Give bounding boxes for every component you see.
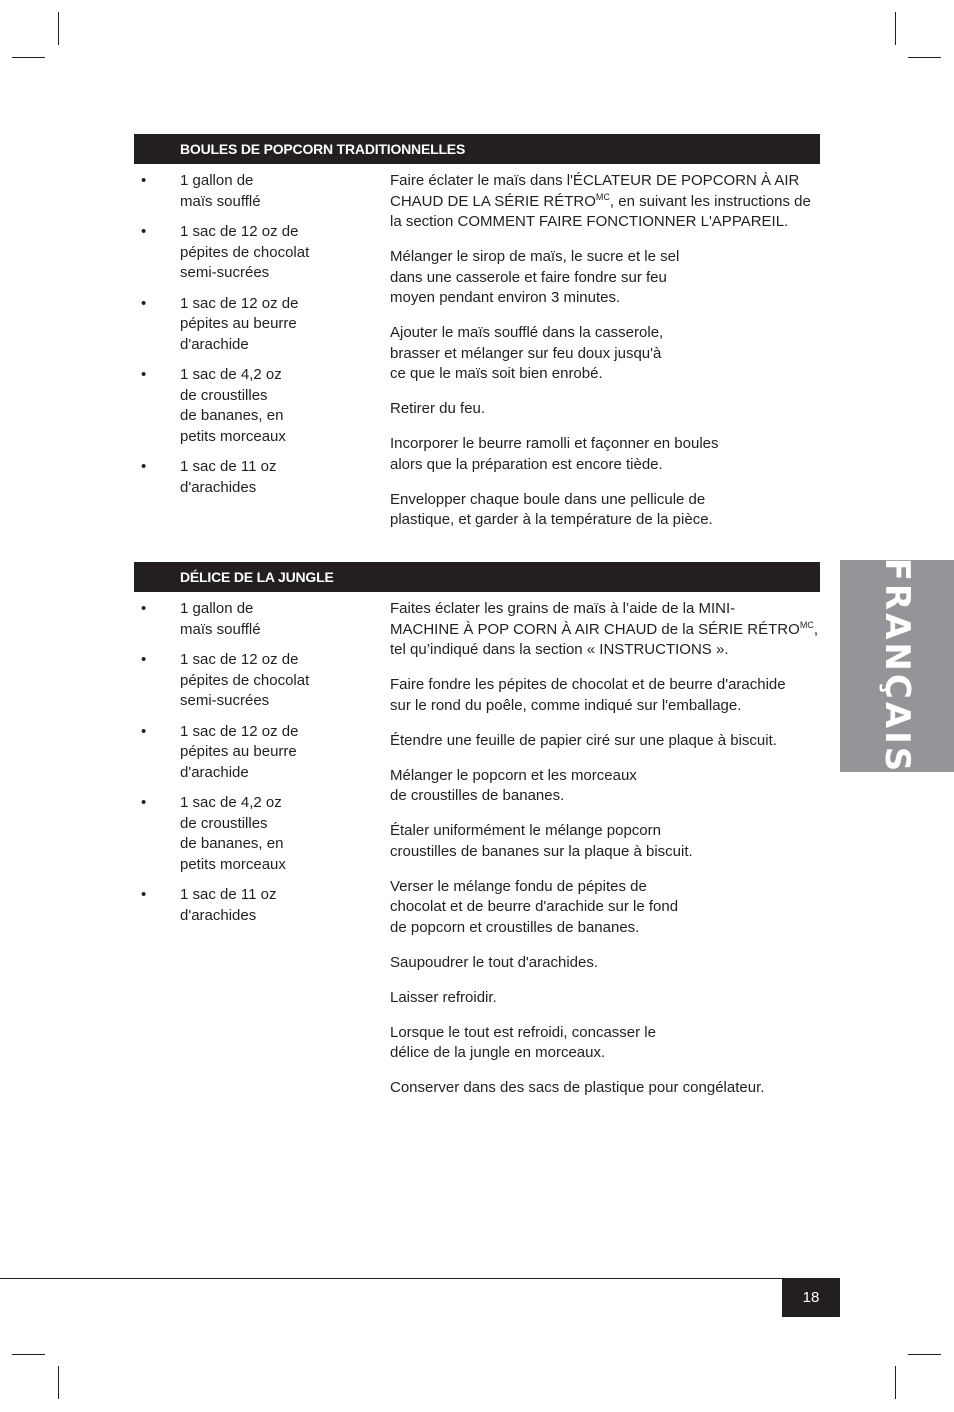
bullet-icon: • (141, 458, 147, 475)
recipe-title: BOULES DE POPCORN TRADITIONNELLES (134, 134, 820, 164)
crop-mark (12, 57, 45, 58)
instruction-step: Verser le mélange fondu de pépites de chocolat et de beurre d'arachide sur le fond de popcorn et croustilles de bananes. (390, 877, 679, 936)
bullet-icon: • (141, 794, 147, 811)
instruction-step: Envelopper chaque boule dans une pellicule de plastique, et garder à la température de la pièce. (390, 490, 713, 528)
ingredient-text: 1 sac de 12 oz de pépites de chocolat semi-sucrées (180, 651, 310, 709)
language-tab (840, 557, 954, 775)
footer-divider (0, 1278, 782, 1279)
ingredient-text: 1 gallon de maïs soufflé (180, 600, 261, 638)
crop-mark (58, 12, 59, 45)
instruction-step: Incorporer le beurre ramolli et façonner en boules alors que la préparation est encore tiède. (390, 435, 719, 473)
crop-mark (908, 1354, 941, 1355)
bullet-icon: • (141, 600, 147, 617)
ingredient-text: 1 sac de 4,2 oz de croustilles de bananes, en petits morceaux (180, 794, 286, 873)
list-item (134, 793, 374, 875)
ingredient-text: 1 sac de 4,2 oz de croustilles de bananes, en petits morceaux (180, 366, 286, 445)
instruction-step: Saupoudrer le tout d'arachides. (390, 953, 599, 971)
language-tab-label: FRANÇAIS (877, 557, 917, 775)
instruction-step: Faire fondre les pépites de chocolat et de beurre d'arachide sur le rond du poêle, comme indiqué sur l'emballage. (390, 676, 786, 714)
ingredient-text: 1 sac de 12 oz de pépites de chocolat semi-sucrées (180, 223, 310, 281)
bullet-icon: • (141, 172, 147, 189)
crop-mark (895, 12, 896, 45)
ingredient-text: 1 sac de 12 oz de pépites au beurre d'arachide (180, 722, 299, 781)
bullet-icon: • (141, 722, 147, 740)
instruction-step: Étendre une feuille de papier ciré sur une plaque à biscuit. (390, 731, 777, 749)
ingredient-list (134, 599, 374, 936)
bullet-icon: • (141, 294, 147, 312)
ingredient-list (134, 171, 374, 508)
bullet-icon: • (141, 886, 147, 903)
crop-mark (908, 57, 941, 58)
bullet-icon: • (141, 651, 147, 668)
list-item (134, 599, 374, 640)
crop-mark (12, 1354, 45, 1355)
list-item (134, 722, 374, 784)
list-item (134, 222, 374, 284)
instruction-step: Retirer du feu. (390, 400, 486, 417)
bullet-icon: • (141, 366, 147, 383)
crop-mark (895, 1366, 896, 1399)
ingredient-text: 1 gallon de maïs soufflé (180, 172, 261, 210)
instruction-step: Lorsque le tout est refroidi, concasser le délice de la jungle en morceaux. (390, 1023, 656, 1061)
list-item (134, 885, 374, 926)
recipe-section (134, 134, 820, 528)
crop-mark (58, 1366, 59, 1399)
instruction-step: Conserver dans des sacs de plastique pour congélateur. (390, 1079, 765, 1096)
page-number: 18 (782, 1278, 840, 1317)
instruction-step: Étaler uniformément le mélange popcorn croustilles de bananes sur la plaque à biscuit. (390, 822, 693, 860)
instruction-step: Mélanger le sirop de maïs, le sucre et le sel dans une casserole et faire fondre sur feu moyen pendant environ 3 minutes. (390, 248, 680, 306)
recipe-title: DÉLICE DE LA JUNGLE (134, 562, 820, 592)
ingredient-text: 1 sac de 11 oz d'arachides (180, 886, 277, 924)
list-item (134, 294, 374, 356)
ingredient-text: 1 sac de 12 oz de pépites au beurre d'arachide (180, 294, 299, 353)
instruction-steps (390, 171, 820, 545)
list-item (134, 365, 374, 447)
recipe-section (134, 562, 820, 1096)
trademark-mark: MC (595, 191, 610, 202)
list-item (134, 171, 374, 212)
instruction-steps (390, 599, 820, 1113)
list-item (134, 650, 374, 712)
list-item (134, 457, 374, 498)
instruction-step: Faire éclater le maïs dans l'ÉCLATEUR DE POPCORN À AIR CHAUD DE LA SÉRIE $RÉTRO^{MC}$, en suivant les instructions de la section COMMENT FAIRE FONCTIONNER L'APPAREIL. (390, 172, 811, 230)
bullet-icon: • (141, 223, 147, 240)
instruction-step: Laisser refroidir. (390, 988, 497, 1006)
ingredient-text: 1 sac de 11 oz d'arachides (180, 458, 277, 496)
trademark-mark: MC (799, 619, 814, 630)
instruction-step: Faites éclater les grains de maïs à l’aide de la MINI- MACHINE À POP CORN À AIR CHAUD de la SÉRIE $RÉTRO^{MC}$, tel qu’indiqué dans la section « INSTRUCTIONS ». (390, 600, 818, 658)
instruction-step: Mélanger le popcorn et les morceaux de croustilles de bananes. (390, 766, 637, 804)
instruction-step: Ajouter le maïs soufflé dans la casserole, brasser et mélanger sur feu doux jusqu'à ce que le maïs soit bien enrobé. (390, 324, 664, 382)
